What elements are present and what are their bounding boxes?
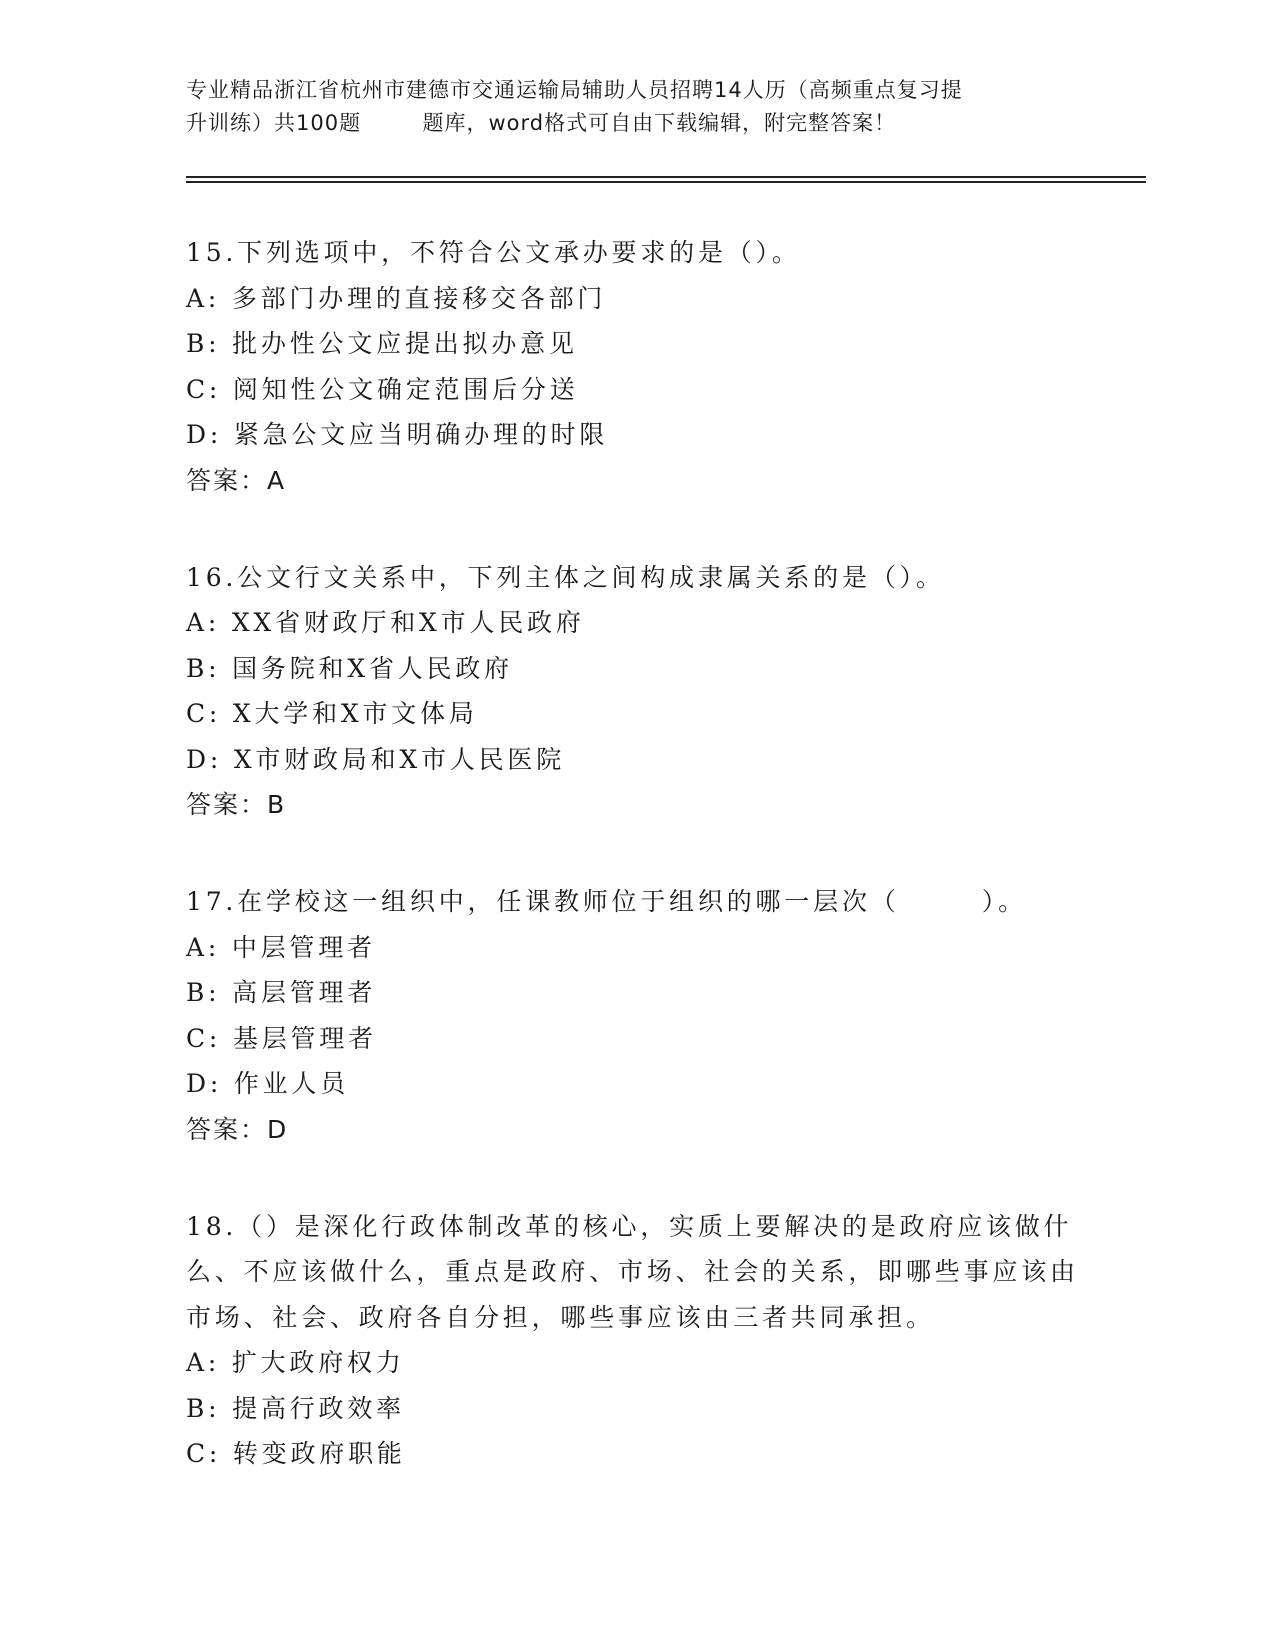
- option-b: B: 提高行政效率: [186, 1393, 405, 1423]
- header-divider-bottom: [186, 181, 1146, 183]
- question-stem: 16.公文行文关系中，下列主体之间构成隶属关系的是（）。: [186, 562, 945, 592]
- header-divider-top: [186, 176, 1146, 178]
- option-a: A: 扩大政府权力: [186, 1348, 405, 1377]
- option-c: C: 阅知性公文确定范围后分送: [186, 374, 579, 404]
- header-title-line2: 升训练）共100题 题库，word格式可自由下载编辑，附完整答案！: [186, 111, 897, 135]
- option-b: B: 国务院和X省人民政府: [186, 653, 513, 683]
- option-c: C: X大学和X市文体局: [186, 699, 478, 728]
- option-d: D: X市财政局和X市人民医院: [186, 744, 566, 774]
- question-16: [186, 555, 1086, 828]
- header-title-line1: 专业精品浙江省杭州市建德市交通运输局辅助人员招聘14人历（高频重点复习提: [186, 78, 963, 102]
- answer: 答案：A: [186, 465, 287, 495]
- question-18: [186, 1204, 1086, 1477]
- option-a: A: 多部门办理的直接移交各部门: [186, 283, 607, 313]
- option-d: D: 作业人员: [186, 1069, 350, 1098]
- question-15: [186, 230, 1086, 503]
- option-a: A: XX省财政厅和X市人民政府: [186, 608, 585, 637]
- question-stem: 17.在学校这一组织中，任课教师位于组织的哪一层次（ ）。: [186, 887, 1027, 916]
- option-b: B: 批办性公文应提出拟办意见: [186, 329, 578, 358]
- answer: 答案：B: [186, 790, 287, 819]
- question-stem: 15.下列选项中，不符合公文承办要求的是（）。: [186, 238, 801, 267]
- question-17: [186, 879, 1086, 1152]
- option-b: B: 高层管理者: [186, 978, 377, 1007]
- question-stem: 18.（）是深化行政体制改革的核心，实质上要解决的是政府应该做什么、不应该做什么，重点是政府、市场、社会的关系，即哪些事应该由市场、社会、政府各自分担，哪些事应该由三者共同承担。: [186, 1211, 1079, 1332]
- answer: 答案：D: [186, 1114, 289, 1144]
- option-a: A: 中层管理者: [186, 932, 376, 962]
- page-header: [186, 74, 1066, 140]
- option-d: D: 紧急公文应当明确办理的时限: [186, 420, 609, 449]
- option-c: C: 转变政府职能: [186, 1439, 406, 1468]
- question-list: [186, 230, 1086, 1529]
- option-c: C: 基层管理者: [186, 1023, 377, 1053]
